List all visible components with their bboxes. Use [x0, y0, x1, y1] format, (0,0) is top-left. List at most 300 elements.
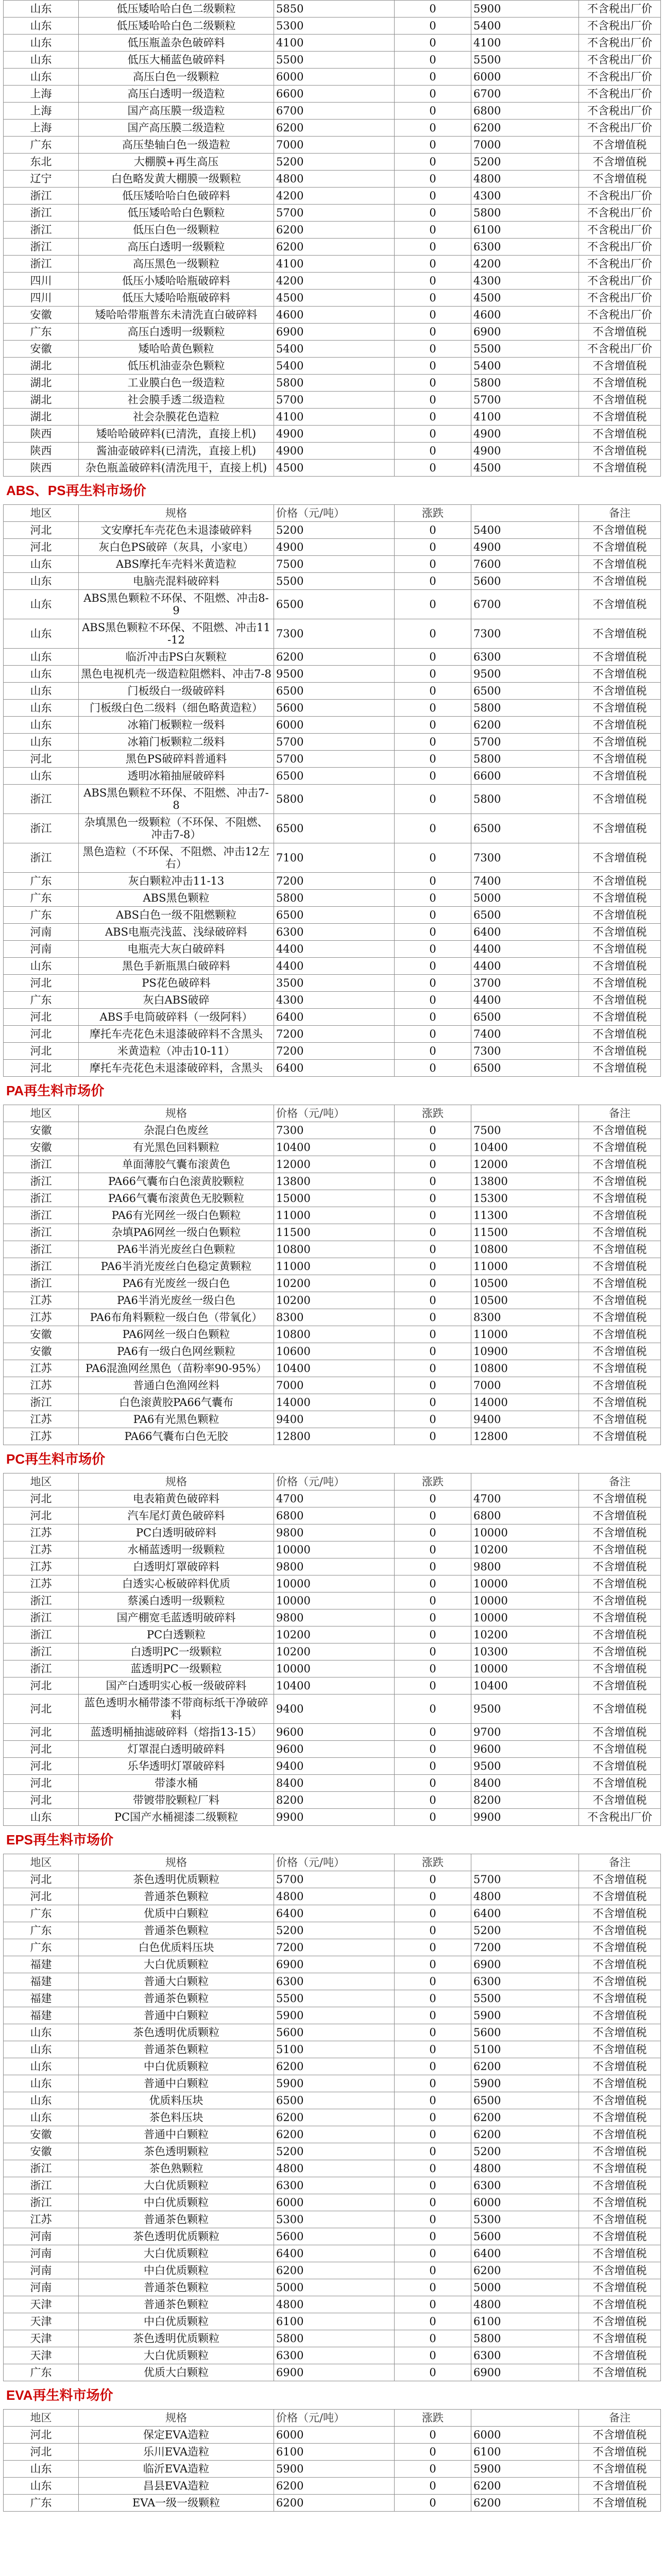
prev-price-cell: 14000 — [471, 1394, 579, 1411]
note-cell: 不含增值税 — [579, 154, 661, 171]
price-table — [3, 0, 661, 477]
price-cell: 6200 — [274, 649, 395, 666]
table-row — [4, 1309, 661, 1326]
table-row — [4, 1258, 661, 1275]
note-cell: 不含税出厂价 — [579, 69, 661, 86]
table-row — [4, 1343, 661, 1360]
spec-cell: 中白优质颗粒 — [79, 2058, 274, 2075]
price-cell: 7000 — [274, 1377, 395, 1394]
price-section — [3, 1826, 661, 2381]
prev-price-cell: 5600 — [471, 2024, 579, 2041]
spec-cell: ABS摩托车壳料米黄造粒 — [79, 556, 274, 573]
price-cell: 4100 — [274, 256, 395, 273]
region-cell: 浙江 — [4, 1275, 79, 1292]
note-cell: 不含增值税 — [579, 1122, 661, 1139]
note-cell: 不含增值税 — [579, 2279, 661, 2296]
price-section — [3, 1445, 661, 1826]
note-cell: 不含增值税 — [579, 1490, 661, 1507]
prev-price-cell: 6000 — [471, 2194, 579, 2211]
table-row — [4, 1394, 661, 1411]
price-table — [3, 504, 661, 1077]
prev-price-cell: 7500 — [471, 1122, 579, 1139]
table-row — [4, 1643, 661, 1660]
prev-price-cell: 5200 — [471, 154, 579, 171]
change-cell: 0 — [395, 341, 471, 358]
note-cell: 不含增值税 — [579, 768, 661, 785]
table-row — [4, 35, 661, 52]
price-cell: 5700 — [274, 1871, 395, 1888]
spec-cell: 普通茶色颗粒 — [79, 2296, 274, 2313]
price-cell: 4100 — [274, 409, 395, 426]
note-cell: 不含增值税 — [579, 1956, 661, 1973]
region-cell: 浙江 — [4, 1394, 79, 1411]
table-row — [4, 1775, 661, 1792]
table-row — [4, 1292, 661, 1309]
region-cell: 河北 — [4, 1009, 79, 1026]
prev-price-cell: 7400 — [471, 873, 579, 890]
region-cell: 浙江 — [4, 239, 79, 256]
price-cell: 6900 — [274, 1956, 395, 1973]
note-cell: 不含增值税 — [579, 2262, 661, 2279]
note-cell: 不含增值税 — [579, 1394, 661, 1411]
spec-cell: PA6有光废丝一级白色 — [79, 1275, 274, 1292]
table-row — [4, 2092, 661, 2109]
price-cell: 4700 — [274, 1490, 395, 1507]
spec-cell: 矮哈哈带瓶普东未清洗直白破碎料 — [79, 307, 274, 324]
spec-cell: 国产高压膜二级造粒 — [79, 120, 274, 137]
table-row — [4, 2296, 661, 2313]
table-row — [4, 2126, 661, 2143]
change-cell: 0 — [395, 666, 471, 683]
spec-cell: 杂填黑色一级颗粒（不环保、不阻燃、冲击7-8） — [79, 814, 274, 843]
price-cell: 14000 — [274, 1394, 395, 1411]
price-table — [3, 1473, 661, 1826]
note-cell: 不含税出厂价 — [579, 188, 661, 205]
note-cell: 不含增值税 — [579, 1973, 661, 1990]
price-cell: 6200 — [274, 2495, 395, 2512]
region-cell: 浙江 — [4, 843, 79, 873]
price-cell: 5100 — [274, 2041, 395, 2058]
change-cell: 0 — [395, 52, 471, 69]
region-cell: 山东 — [4, 2092, 79, 2109]
spec-cell: 大白优质颗粒 — [79, 2245, 274, 2262]
change-cell: 0 — [395, 734, 471, 751]
change-cell: 0 — [395, 2444, 471, 2461]
change-cell: 0 — [395, 1888, 471, 1905]
prev-price-cell: 5800 — [471, 751, 579, 768]
prev-price-cell: 10300 — [471, 1643, 579, 1660]
price-cell: 9800 — [274, 1558, 395, 1575]
region-cell: 河南 — [4, 2228, 79, 2245]
note-cell: 不含增值税 — [579, 1360, 661, 1377]
table-row — [4, 2058, 661, 2075]
change-cell: 0 — [395, 1626, 471, 1643]
note-cell: 不含增值税 — [579, 992, 661, 1009]
spec-cell: PA6有光黑色颗粒 — [79, 1411, 274, 1428]
spec-cell: 矮哈哈破碎料(已清洗，直接上机) — [79, 426, 274, 443]
price-cell: 6500 — [274, 814, 395, 843]
price-cell: 12000 — [274, 1156, 395, 1173]
change-cell: 0 — [395, 556, 471, 573]
note-cell: 不含增值税 — [579, 1139, 661, 1156]
table-row — [4, 1507, 661, 1524]
table-row — [4, 103, 661, 120]
spec-cell: 乐川EVA造粒 — [79, 2444, 274, 2461]
prev-price-cell: 4200 — [471, 256, 579, 273]
note-cell: 不含增值税 — [579, 1060, 661, 1077]
table-row — [4, 1060, 661, 1077]
region-cell: 山东 — [4, 2109, 79, 2126]
spec-cell: 中白优质颗粒 — [79, 2194, 274, 2211]
price-cell: 4500 — [274, 290, 395, 307]
table-row — [4, 1575, 661, 1592]
region-cell: 陕西 — [4, 426, 79, 443]
table-row — [4, 171, 661, 188]
region-cell: 浙江 — [4, 256, 79, 273]
region-cell: 浙江 — [4, 1592, 79, 1609]
spec-cell: 低压矮哈哈白色颗粒 — [79, 205, 274, 222]
spec-cell: 冰箱门板颗粒二级料 — [79, 734, 274, 751]
change-cell: 0 — [395, 1507, 471, 1524]
table-row — [4, 256, 661, 273]
region-cell: 山东 — [4, 2058, 79, 2075]
change-cell: 0 — [395, 1592, 471, 1609]
region-cell: 河北 — [4, 1060, 79, 1077]
price-cell: 10400 — [274, 1677, 395, 1694]
column-header: 价格（元/吨） — [274, 1105, 395, 1122]
note-cell: 不含增值税 — [579, 958, 661, 975]
region-cell: 安徽 — [4, 307, 79, 324]
change-cell: 0 — [395, 2347, 471, 2364]
table-row — [4, 2461, 661, 2478]
price-cell: 5500 — [274, 573, 395, 590]
change-cell: 0 — [395, 2495, 471, 2512]
prev-price-cell: 6200 — [471, 2478, 579, 2495]
note-cell: 不含税出厂价 — [579, 239, 661, 256]
table-row — [4, 666, 661, 683]
prev-price-cell: 4900 — [471, 426, 579, 443]
change-cell: 0 — [395, 873, 471, 890]
region-cell: 湖北 — [4, 375, 79, 392]
change-cell: 0 — [395, 907, 471, 924]
prev-price-cell: 4400 — [471, 958, 579, 975]
change-cell: 0 — [395, 443, 471, 460]
spec-cell: 低压白色一级颗粒 — [79, 222, 274, 239]
note-cell: 不含增值税 — [579, 1922, 661, 1939]
region-cell: 山东 — [4, 958, 79, 975]
prev-price-cell: 9600 — [471, 1741, 579, 1758]
spec-cell: 国产高压膜一级造粒 — [79, 103, 274, 120]
note-cell: 不含增值税 — [579, 426, 661, 443]
table-row — [4, 751, 661, 768]
price-cell: 6400 — [274, 2245, 395, 2262]
prev-price-cell: 7300 — [471, 843, 579, 873]
spec-cell: 昌县EVA造粒 — [79, 2478, 274, 2495]
note-cell: 不含增值税 — [579, 1990, 661, 2007]
prev-price-cell: 5500 — [471, 341, 579, 358]
prev-price-cell: 6200 — [471, 717, 579, 734]
change-cell: 0 — [395, 2194, 471, 2211]
region-cell: 浙江 — [4, 205, 79, 222]
note-cell: 不含增值税 — [579, 751, 661, 768]
spec-cell: PA6有一级白色网丝颗粒 — [79, 1343, 274, 1360]
table-row — [4, 1156, 661, 1173]
change-cell: 0 — [395, 1258, 471, 1275]
table-row — [4, 907, 661, 924]
column-header: 价格（元/吨） — [274, 2410, 395, 2427]
note-cell: 不含增值税 — [579, 683, 661, 700]
price-cell: 6200 — [274, 2109, 395, 2126]
price-cell: 10200 — [274, 1275, 395, 1292]
table-row — [4, 1956, 661, 1973]
prev-price-cell: 7000 — [471, 137, 579, 154]
region-cell: 山东 — [4, 556, 79, 573]
change-cell: 0 — [395, 1990, 471, 2007]
change-cell: 0 — [395, 86, 471, 103]
region-cell: 河南 — [4, 941, 79, 958]
spec-cell: 水桶蓝透明一级颗粒 — [79, 1541, 274, 1558]
column-header: 备注 — [579, 505, 661, 522]
spec-cell: 杂填PA6网丝一级白色颗粒 — [79, 1224, 274, 1241]
table-row — [4, 873, 661, 890]
region-cell: 山东 — [4, 590, 79, 619]
spec-cell: 中白优质颗粒 — [79, 2262, 274, 2279]
price-cell: 6300 — [274, 2347, 395, 2364]
table-row — [4, 2495, 661, 2512]
column-header: 规格 — [79, 1105, 274, 1122]
prev-price-cell: 5500 — [471, 52, 579, 69]
table-row — [4, 2330, 661, 2347]
table-row — [4, 2194, 661, 2211]
note-cell: 不含增值税 — [579, 1275, 661, 1292]
note-cell: 不含增值税 — [579, 2092, 661, 2109]
prev-price-cell: 11500 — [471, 1224, 579, 1241]
change-cell: 0 — [395, 2296, 471, 2313]
table-row — [4, 1871, 661, 1888]
change-cell: 0 — [395, 785, 471, 814]
spec-cell: 文安摩托车壳花色未退漆破碎料 — [79, 522, 274, 539]
note-cell: 不含增值税 — [579, 1792, 661, 1809]
table-row — [4, 188, 661, 205]
change-cell: 0 — [395, 1026, 471, 1043]
change-cell: 0 — [395, 103, 471, 120]
prev-price-cell: 4400 — [471, 992, 579, 1009]
section-title: PA再生料市场价 — [6, 1083, 105, 1098]
prev-price-cell: 4100 — [471, 409, 579, 426]
note-cell: 不含增值税 — [579, 1224, 661, 1241]
change-cell: 0 — [395, 18, 471, 35]
note-cell: 不含增值税 — [579, 590, 661, 619]
table-row — [4, 2007, 661, 2024]
change-cell: 0 — [395, 1490, 471, 1507]
change-cell: 0 — [395, 1241, 471, 1258]
price-cell: 5900 — [274, 2007, 395, 2024]
change-cell: 0 — [395, 814, 471, 843]
note-cell: 不含增值税 — [579, 137, 661, 154]
change-cell: 0 — [395, 1558, 471, 1575]
spec-cell: PA66气囊布白色无胶 — [79, 1428, 274, 1445]
spec-cell: PA6混漁网丝黑色（苗粉率90-95%） — [79, 1360, 274, 1377]
region-cell: 河北 — [4, 522, 79, 539]
spec-cell: 优质大白颗粒 — [79, 2364, 274, 2381]
price-cell: 5900 — [274, 2461, 395, 2478]
note-cell: 不含增值税 — [579, 392, 661, 409]
region-cell: 河北 — [4, 1888, 79, 1905]
note-cell: 不含增值税 — [579, 717, 661, 734]
region-cell: 安徽 — [4, 2126, 79, 2143]
change-cell: 0 — [395, 539, 471, 556]
change-cell: 0 — [395, 1660, 471, 1677]
price-cell: 6200 — [274, 239, 395, 256]
region-cell: 四川 — [4, 273, 79, 290]
price-cell: 6200 — [274, 2478, 395, 2495]
table-row — [4, 154, 661, 171]
prev-price-cell: 7200 — [471, 1939, 579, 1956]
prev-price-cell: 7000 — [471, 1377, 579, 1394]
region-cell: 浙江 — [4, 1643, 79, 1660]
price-cell: 13800 — [274, 1173, 395, 1190]
region-cell: 广东 — [4, 137, 79, 154]
price-cell: 8200 — [274, 1792, 395, 1809]
spec-cell: 茶色料压块 — [79, 2109, 274, 2126]
prev-price-cell: 6700 — [471, 86, 579, 103]
price-cell: 5600 — [274, 2024, 395, 2041]
spec-cell: 优质中白颗粒 — [79, 1905, 274, 1922]
prev-price-cell: 6900 — [471, 324, 579, 341]
table-row — [4, 1626, 661, 1643]
note-cell: 不含增值税 — [579, 2160, 661, 2177]
region-cell: 江苏 — [4, 1360, 79, 1377]
table-row — [4, 2478, 661, 2495]
prev-price-cell: 11300 — [471, 1207, 579, 1224]
price-cell: 6500 — [274, 907, 395, 924]
price-cell: 5800 — [274, 375, 395, 392]
spec-cell: 带镀带胶颗粒厂料 — [79, 1792, 274, 1809]
column-header: 规格 — [79, 1854, 274, 1871]
spec-cell: 汽车尾灯黄色破碎料 — [79, 1507, 274, 1524]
table-row — [4, 2075, 661, 2092]
spec-cell: 普通茶色颗粒 — [79, 1990, 274, 2007]
table-row — [4, 1922, 661, 1939]
spec-cell: 白色滚黄胶PA66气囊布 — [79, 1394, 274, 1411]
note-cell: 不含增值税 — [579, 522, 661, 539]
table-row — [4, 307, 661, 324]
table-row — [4, 1043, 661, 1060]
region-cell: 山东 — [4, 619, 79, 649]
table-row — [4, 460, 661, 477]
spec-cell: 低压小矮哈哈瓶破碎料 — [79, 273, 274, 290]
change-cell: 0 — [395, 1758, 471, 1775]
spec-cell: PA6半消光废丝一级白色 — [79, 1292, 274, 1309]
price-cell: 5800 — [274, 785, 395, 814]
spec-cell: 蓝色透明水桶带漆不带商标纸干净破碎料 — [79, 1694, 274, 1724]
prev-price-cell: 10800 — [471, 1360, 579, 1377]
price-cell: 9400 — [274, 1694, 395, 1724]
note-cell: 不含增值税 — [579, 460, 661, 477]
change-cell: 0 — [395, 1775, 471, 1792]
table-row — [4, 2245, 661, 2262]
prev-price-cell: 5800 — [471, 375, 579, 392]
prev-price-cell: 6000 — [471, 69, 579, 86]
prev-price-cell: 6700 — [471, 590, 579, 619]
change-cell: 0 — [395, 1224, 471, 1241]
change-cell: 0 — [395, 205, 471, 222]
change-cell: 0 — [395, 35, 471, 52]
change-cell: 0 — [395, 2041, 471, 2058]
table-row — [4, 1694, 661, 1724]
prev-price-cell: 10000 — [471, 1575, 579, 1592]
change-cell: 0 — [395, 460, 471, 477]
region-cell: 河北 — [4, 2427, 79, 2444]
change-cell: 0 — [395, 2160, 471, 2177]
column-header: 涨跌 — [395, 505, 471, 522]
spec-cell: ABS黑色颗粒 — [79, 890, 274, 907]
note-cell: 不含增值税 — [579, 1575, 661, 1592]
region-cell: 广东 — [4, 907, 79, 924]
region-cell: 浙江 — [4, 1626, 79, 1643]
prev-price-cell: 6200 — [471, 2058, 579, 2075]
prev-price-cell: 11000 — [471, 1258, 579, 1275]
spec-cell: 普通白色渔网丝料 — [79, 1377, 274, 1394]
note-cell: 不含增值税 — [579, 1026, 661, 1043]
note-cell: 不含增值税 — [579, 649, 661, 666]
change-cell: 0 — [395, 958, 471, 975]
note-cell: 不含增值税 — [579, 1643, 661, 1660]
note-cell: 不含增值税 — [579, 1524, 661, 1541]
prev-price-cell: 4800 — [471, 2160, 579, 2177]
prev-price-cell: 6300 — [471, 2177, 579, 2194]
spec-cell: 低压大矮哈哈瓶破碎料 — [79, 290, 274, 307]
change-cell: 0 — [395, 1377, 471, 1394]
change-cell: 0 — [395, 1956, 471, 1973]
spec-cell: ABS黑色颗粒不环保、不阻燃、冲击7-8 — [79, 785, 274, 814]
region-cell: 四川 — [4, 290, 79, 307]
spec-cell: PA66气囊布白色滚黄胶颗粒 — [79, 1173, 274, 1190]
note-cell: 不含增值税 — [579, 556, 661, 573]
prev-price-cell: 6200 — [471, 2262, 579, 2279]
price-cell: 9800 — [274, 1524, 395, 1541]
column-header: 地区 — [4, 2410, 79, 2427]
region-cell: 广东 — [4, 1939, 79, 1956]
table-row — [4, 2427, 661, 2444]
table-row — [4, 924, 661, 941]
region-cell: 浙江 — [4, 1258, 79, 1275]
prev-price-cell: 5200 — [471, 1922, 579, 1939]
price-section — [3, 2381, 661, 2512]
price-cell: 7200 — [274, 873, 395, 890]
region-cell: 河南 — [4, 2279, 79, 2296]
prev-price-cell: 5000 — [471, 890, 579, 907]
note-cell: 不含增值税 — [579, 1741, 661, 1758]
price-cell: 5850 — [274, 1, 395, 18]
prev-price-cell: 6500 — [471, 2092, 579, 2109]
prev-price-cell: 5400 — [471, 358, 579, 375]
table-header-row — [4, 2410, 661, 2427]
note-cell: 不含增值税 — [579, 1694, 661, 1724]
spec-cell: 摩托车壳花色未退漆破碎料不含黑头 — [79, 1026, 274, 1043]
region-cell: 山东 — [4, 2041, 79, 2058]
spec-cell: 电脑壳混料破碎料 — [79, 573, 274, 590]
note-cell: 不含税出厂价 — [579, 18, 661, 35]
price-cell: 7100 — [274, 843, 395, 873]
note-cell: 不含增值税 — [579, 1258, 661, 1275]
prev-price-cell: 7400 — [471, 1026, 579, 1043]
table-row — [4, 1173, 661, 1190]
spec-cell: PA66气囊布滚黄色无胶颗粒 — [79, 1190, 274, 1207]
note-cell: 不含增值税 — [579, 1592, 661, 1609]
price-cell: 6200 — [274, 222, 395, 239]
spec-cell: PA6半消光废丝白色稳定黄颗粒 — [79, 1258, 274, 1275]
